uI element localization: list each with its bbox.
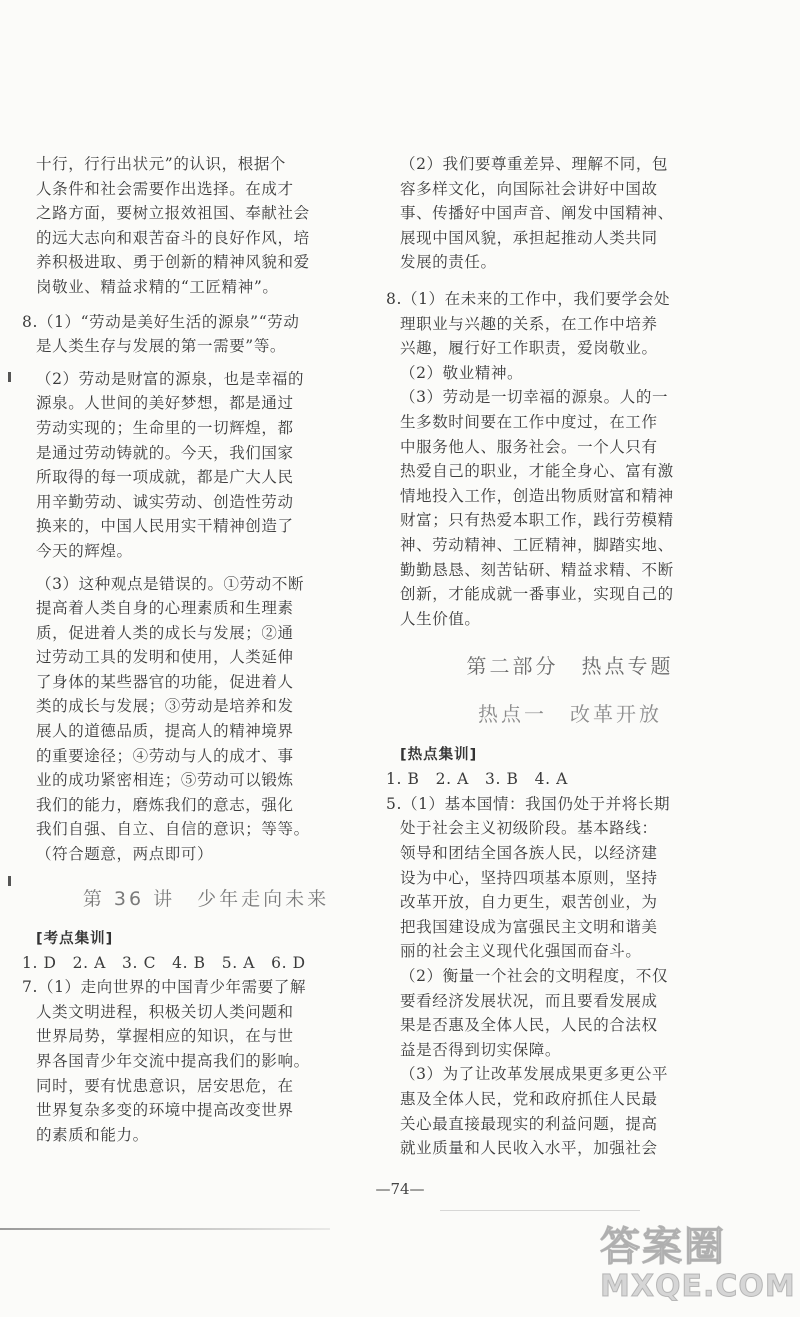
text-line: 丽的社会主义现代化强国而奋斗。 <box>400 942 642 961</box>
answer-8-1 <box>22 310 376 359</box>
text-line: 惠及全体人民，党和政府抓住人民最 <box>400 1090 658 1108</box>
page-number: —74— <box>375 1180 425 1198</box>
text-line: 理职业与兴趣的关系，在工作中培养 <box>400 314 658 333</box>
answer-8-3 <box>400 385 740 631</box>
text-line: 设为中心，坚持四项基本原则，坚持 <box>400 868 658 887</box>
watermark-logo-text: 答案圈 <box>600 1224 726 1270</box>
text-line: 展人的道德品质，提高人的精神境界 <box>36 722 294 741</box>
text-line: 换来的，中国人民用实干精神创造了 <box>36 517 294 536</box>
answer-8-2 <box>36 367 376 564</box>
text-line: 果是否惠及全体人民，人民的合法权 <box>400 1016 658 1035</box>
answer-block-continuation <box>36 152 376 300</box>
text-line: 就业质量和人民收入水平，加强社会 <box>400 1139 658 1158</box>
answer-5-3 <box>400 1062 740 1160</box>
text-line: 用辛勤劳动、诚实劳动、创造性劳动 <box>36 492 294 511</box>
answer-key-line: 1. B 2. A 3. B 4. A <box>386 770 568 789</box>
text-line: 我们的能力，磨炼我们的意志，强化 <box>36 795 294 814</box>
text-line: 过劳动工具的发明和使用，人类延伸 <box>36 648 294 667</box>
text-line: 同时，要有忧患意识，居安思危，在 <box>36 1076 294 1095</box>
text-line: 展现中国风貌，承担起推动人类共同 <box>400 228 658 247</box>
text-line: 之路方面，要树立报效祖国、奉献社会 <box>36 204 310 223</box>
text-line: 处于社会主义初级阶段。基本路线： <box>400 819 658 838</box>
text-line: 质，促进着人类的成长与发展；②通 <box>36 623 294 642</box>
answer-7 <box>22 975 376 1147</box>
watermark-logo <box>600 1225 795 1315</box>
text-line: 提高着人类自身的心理素质和生理素 <box>36 599 294 618</box>
text-line: 兴趣，履行好工作职责，爱岗敬业。 <box>400 339 658 358</box>
scan-artifact-line <box>0 1228 330 1230</box>
text-line: （3）为了让改革发展成果更多更公平 <box>400 1065 669 1084</box>
scan-mark <box>8 372 11 382</box>
text-line: 我们自强、自立、自信的意识；等等。 <box>36 820 310 839</box>
text-line: 勤勤恳恳、刻苦钻研、精益求精、不断 <box>400 560 674 579</box>
scan-mark <box>8 876 11 886</box>
part-title: 第二部分 热点专题 <box>466 654 674 679</box>
text-line: 世界复杂多变的环境中提高改变世界 <box>36 1101 294 1120</box>
answer-5-1 <box>386 792 740 964</box>
text-line: 所取得的每一项成就，都是广大人民 <box>36 468 294 487</box>
text-line: 发展的责任。 <box>400 253 497 272</box>
text-line: 领导和团结全国各族人民，以经济建 <box>400 844 658 863</box>
text-line: 的素质和能力。 <box>36 1125 149 1144</box>
text-line: 要看经济发展状况，而且要看发展成 <box>400 991 658 1010</box>
watermark-domain: MXQE.COM <box>600 1269 796 1304</box>
right-column <box>386 152 740 1161</box>
text-line: （3）这种观点是错误的。①劳动不断 <box>36 574 305 593</box>
text-line: 劳动实现的；生命里的一切辉煌，都 <box>36 418 294 437</box>
text-line: 今天的辉煌。 <box>36 541 133 560</box>
text-line: （2）我们要尊重差异、理解不同，包 <box>400 155 669 173</box>
text-line: 神、劳动精神、工匠精神，脚踏实地、 <box>400 535 674 554</box>
lesson-title: 第 36 讲 少年走向未来 <box>82 887 330 910</box>
text-line: 中服务他人、服务社会。一个人只有 <box>400 437 658 456</box>
text-line: 8.（1）在未来的工作中，我们要学会处 <box>386 289 671 308</box>
section-label: [热点集训] <box>400 747 478 764</box>
text-line: （2）敬业精神。 <box>400 363 524 382</box>
scan-artifact-line <box>440 1210 640 1211</box>
text-line: 益是否得到切实保障。 <box>400 1040 562 1059</box>
text-line: 关心最直接最现实的利益问题，提高 <box>400 1114 658 1133</box>
text-line: 人生价值。 <box>400 609 481 628</box>
text-line: 事、传播好中国声音、阐发中国精神、 <box>400 204 674 223</box>
text-line: 了身体的某些器官的功能，促进着人 <box>36 672 294 691</box>
text-line: 界各国青少年交流中提高我们的影响。 <box>36 1052 310 1070</box>
text-line: 十行，行行出状元”的认识，根据个 <box>36 155 287 173</box>
text-line: 财富；只有热爱本职工作，践行劳模精 <box>400 511 674 530</box>
answer-7-2 <box>400 152 740 275</box>
text-line: 把我国建设成为富强民主文明和谐美 <box>400 917 658 936</box>
text-line: 7.（1）走向世界的中国青少年需要了解 <box>22 978 307 997</box>
text-line: 8.（1）“劳动是美好生活的源泉”“劳动 <box>22 312 300 331</box>
answer-5-2 <box>400 964 740 1062</box>
text-line: 热爱自己的职业，才能全身心、富有激 <box>400 462 674 481</box>
text-line: （符合题意，两点即可） <box>36 845 214 864</box>
text-line: 业的成功紧密相连；⑤劳动可以锻炼 <box>36 771 294 790</box>
text-line: （2）劳动是财富的源泉，也是幸福的 <box>36 369 305 388</box>
text-line: 生多数时间要在工作中度过，在工作 <box>400 412 658 431</box>
text-line: 改革开放，自力更生，艰苦创业，为 <box>400 893 658 912</box>
hot-topic-title: 热点一 改革开放 <box>478 702 662 727</box>
text-line: 人条件和社会需要作出选择。在成才 <box>36 179 294 198</box>
text-line: 世界局势，掌握相应的知识，在与世 <box>36 1027 294 1046</box>
answer-8-1 <box>386 287 740 361</box>
text-line: 的远大志向和艰苦奋斗的良好作风，培 <box>36 228 310 247</box>
text-line: 是人类生存与发展的第一需要”等。 <box>36 337 287 356</box>
answer-8-3 <box>36 572 376 867</box>
text-line: （3）劳动是一切幸福的源泉。人的一 <box>400 388 669 407</box>
section-label: [考点集训] <box>36 930 114 947</box>
text-line: 类的成长与发展；③劳动是培养和发 <box>36 697 294 716</box>
text-line: （2）衡量一个社会的文明程度，不仅 <box>400 967 669 986</box>
text-line: 容多样文化，向国际社会讲好中国故 <box>400 179 658 198</box>
text-line: 情地投入工作，创造出物质财富和精神 <box>400 486 674 505</box>
left-column <box>22 152 376 1147</box>
text-line: 5.（1）基本国情：我国仍处于并将长期 <box>386 794 671 813</box>
text-line: 源泉。人世间的美好梦想，都是通过 <box>36 394 294 413</box>
text-line: 创新，才能成就一番事业，实现自己的 <box>400 585 674 604</box>
answer-key-line: 1. D 2. A 3. C 4. B 5. A 6. D <box>22 953 306 972</box>
text-line: 养积极进取、勇于创新的精神风貌和爱 <box>36 253 310 272</box>
text-line: 岗敬业、精益求精的“工匠精神”。 <box>36 277 279 296</box>
text-line: 是通过劳动铸就的。今天，我们国家 <box>36 443 294 462</box>
text-line: 人类文明进程，积极关切人类问题和 <box>36 1002 294 1021</box>
text-line: 的重要途径；④劳动与人的成才、事 <box>36 746 294 765</box>
answer-8-2 <box>400 361 740 386</box>
